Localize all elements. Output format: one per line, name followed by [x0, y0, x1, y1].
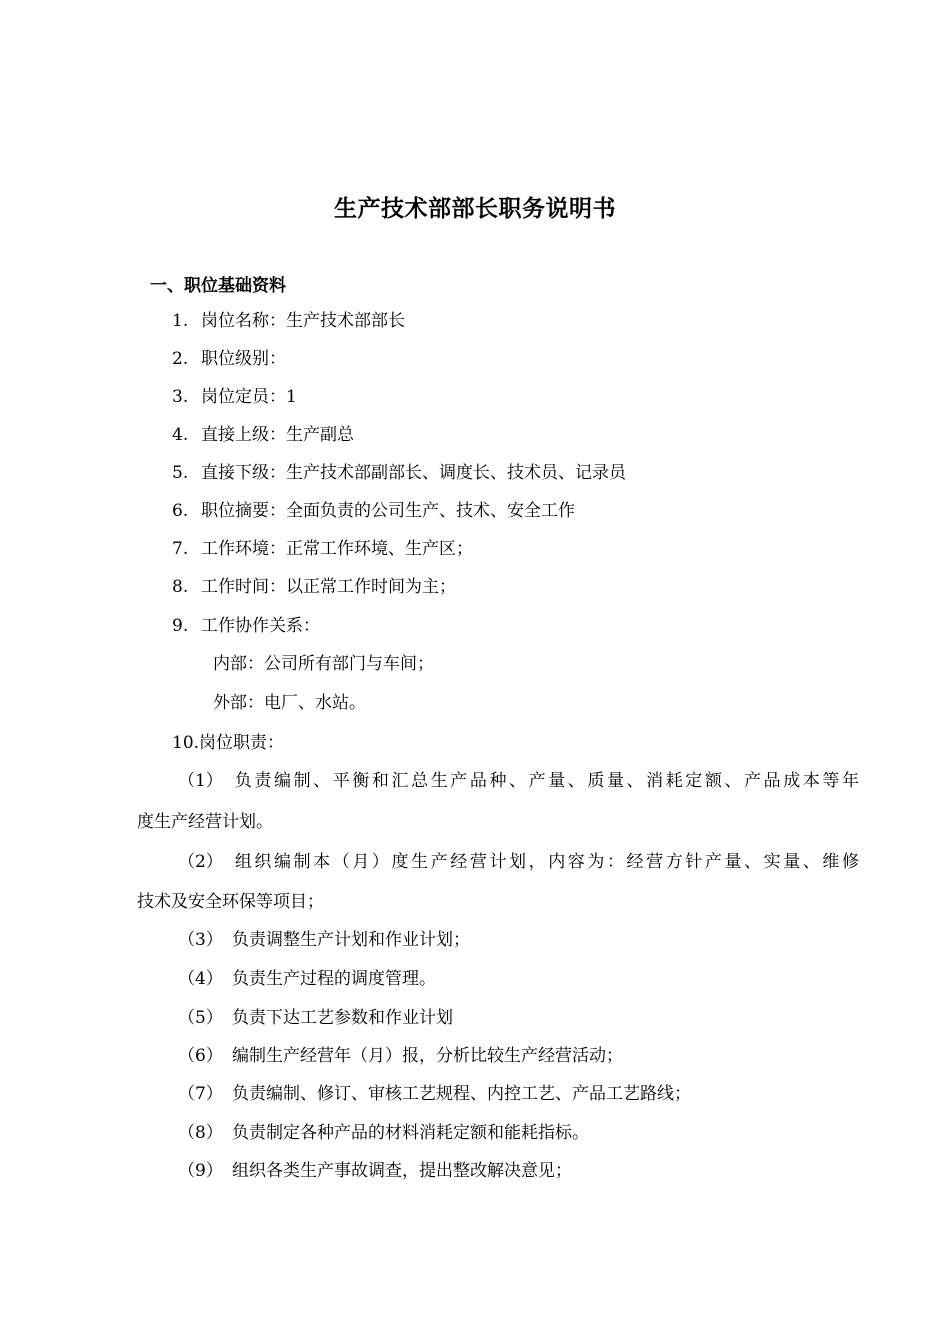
- cooperation-internal: 内部：公司所有部门与车间；: [213, 654, 434, 674]
- item-number: 1.: [172, 311, 189, 331]
- duty-item: [178, 1121, 589, 1145]
- duty-continuation: 度生产经营计划。: [137, 812, 273, 832]
- item-text: 岗位名称：生产技术部部长: [201, 311, 405, 331]
- item-text: 职位摘要：全面负责的公司生产、技术、安全工作: [201, 501, 575, 521]
- duty-item: [178, 769, 859, 793]
- duty-text: 编制生产经营年（月）报，分析比较生产经营活动；: [232, 1046, 623, 1066]
- item-text: 工作时间：以正常工作时间为主；: [201, 577, 456, 597]
- item-text: 工作协作关系：: [201, 616, 320, 636]
- item-text: 工作环境：正常工作环境、生产区；: [201, 539, 473, 559]
- duty-number: （9）: [178, 1161, 223, 1181]
- item-number: 4.: [172, 425, 189, 445]
- duty-item: [178, 1159, 572, 1183]
- duty-continuation: 技术及安全环保等项目；: [137, 892, 324, 912]
- item-text: 直接上级：生产副总: [201, 425, 354, 445]
- duty-number: （2）: [178, 852, 223, 872]
- duty-item: [178, 967, 436, 991]
- list-item: [172, 347, 286, 371]
- list-item: [172, 385, 297, 409]
- duty-text: 负责编制、平衡和汇总生产品种、产量、质量、消耗定额、产品成本等年: [234, 771, 859, 791]
- item-number: 9.: [172, 616, 189, 636]
- list-item: [172, 423, 354, 447]
- duty-number: （5）: [178, 1008, 223, 1028]
- duty-number: （7）: [178, 1084, 223, 1104]
- item-text: 职位级别：: [201, 349, 286, 369]
- duty-item: [178, 1082, 691, 1106]
- duty-text: 组织各类生产事故调查，提出整改解决意见；: [232, 1161, 572, 1181]
- duty-text: 负责生产过程的调度管理。: [232, 969, 436, 989]
- duty-number: （8）: [178, 1123, 223, 1143]
- list-item: [172, 614, 320, 638]
- list-item: [172, 499, 575, 523]
- item-text: 岗位定员：1: [201, 387, 297, 407]
- duty-number: （6）: [178, 1046, 223, 1066]
- duty-item: [178, 1006, 453, 1030]
- item-text: 直接下级：生产技术部副部长、调度长、技术员、记录员: [201, 463, 626, 483]
- item-number: 5.: [172, 463, 189, 483]
- duty-text: 负责编制、修订、审核工艺规程、内控工艺、产品工艺路线；: [232, 1084, 691, 1104]
- item-number: 8.: [172, 577, 189, 597]
- duty-text: 负责下达工艺参数和作业计划: [232, 1008, 453, 1028]
- list-item: [172, 537, 473, 561]
- duty-number: （3）: [178, 930, 223, 950]
- duty-item: [178, 1044, 623, 1068]
- item-number: 6.: [172, 501, 189, 521]
- item-number: 7.: [172, 539, 189, 559]
- item-number: 2.: [172, 349, 189, 369]
- list-item: [172, 309, 405, 333]
- duty-text: 负责制定各种产品的材料消耗定额和能耗指标。: [232, 1123, 589, 1143]
- item-number: 3.: [172, 387, 189, 407]
- document-title: 生产技术部部长职务说明书: [334, 196, 616, 222]
- list-item: [172, 575, 456, 599]
- duty-text: 负责调整生产计划和作业计划；: [232, 930, 470, 950]
- list-item-duties-heading: 10.岗位职责：: [172, 733, 285, 753]
- duty-item: [178, 850, 859, 874]
- section-heading-basic-info: 一、职位基础资料: [150, 276, 286, 296]
- duty-number: （4）: [178, 969, 223, 989]
- cooperation-external: 外部：电厂、水站。: [213, 693, 366, 713]
- duty-text: 组织编制本（月）度生产经营计划，内容为：经营方针产量、实量、维修: [234, 852, 859, 872]
- list-item: [172, 461, 626, 485]
- duty-number: （1）: [178, 771, 223, 791]
- duty-item: [178, 928, 470, 952]
